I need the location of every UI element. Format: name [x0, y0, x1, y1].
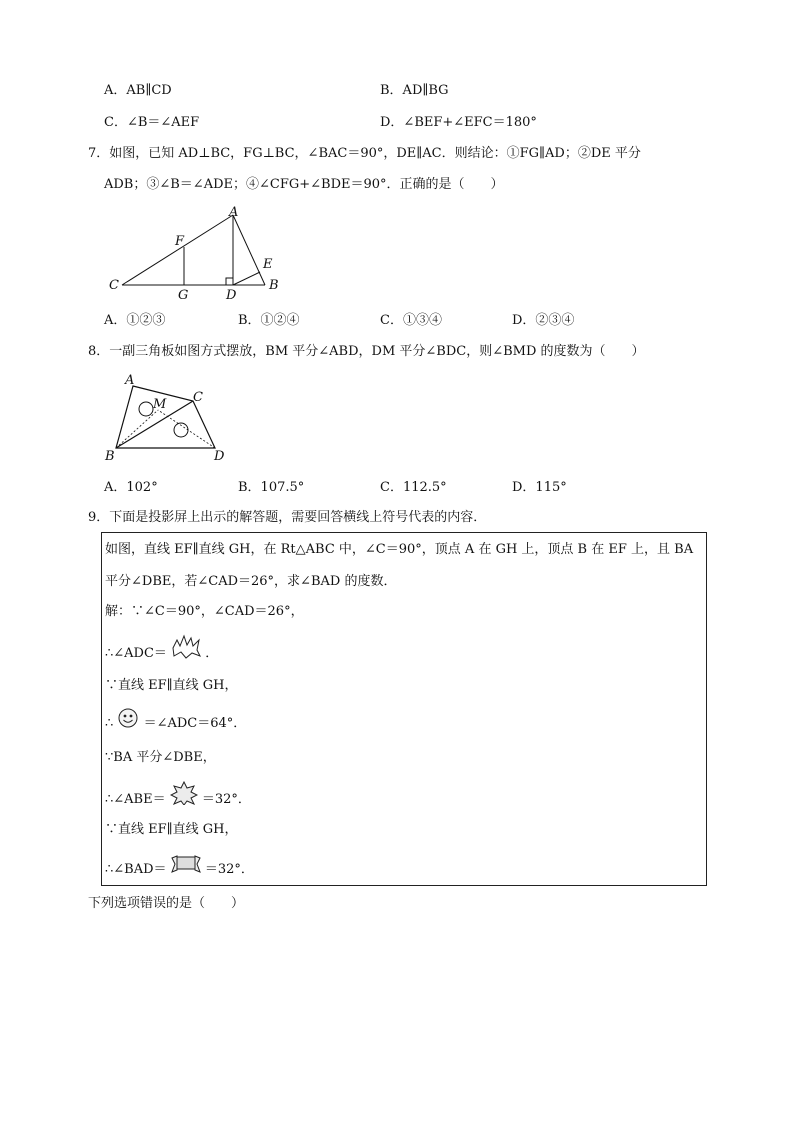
q7-label-d: D: [226, 288, 237, 303]
q9-line10-suffix: ＝32°．: [204, 862, 254, 877]
q9-stem: 9．下面是投影屏上出示的解答题，需要回答横线上符号代表的内容．: [88, 510, 487, 525]
q8-stem: 8．一副三角板如图方式摆放，BM 平分∠ABD，DM 平分∠BDC，则∠BMD 的度数为（ ）: [88, 344, 645, 359]
q8-label-b: B: [105, 449, 115, 464]
q9-line4-prefix: ∴∠ADC＝: [105, 646, 167, 661]
q9-line6-suffix: ＝∠ADC＝64°．: [143, 716, 247, 731]
q9-solution-box: [101, 532, 707, 886]
q7-stem-line2: ADB；③∠B＝∠ADE；④∠CFG+∠BDE＝90°．正确的是（ ）: [104, 177, 504, 192]
q9-footer: 下列选项错误的是（ ）: [88, 896, 245, 911]
q7-label-b: B: [269, 278, 279, 293]
q8-option-b: B．107.5°: [238, 480, 305, 495]
q9-box-line3: 解：∵∠C＝90°，∠CAD＝26°，: [105, 604, 304, 619]
q7-option-d: D．②③④: [512, 313, 575, 328]
q8-label-m: M: [153, 397, 167, 412]
q9-line4-suffix: ．: [205, 646, 219, 661]
q9-box-line4: [105, 646, 218, 662]
q9-line8-suffix: ＝32°．: [201, 792, 251, 807]
q9-box-line10: [105, 862, 254, 878]
q9-box-line1: 如图，直线 EF∥直线 GH，在 Rt△ABC 中，∠C＝90°，顶点 A 在 GH 上，顶点 B 在 EF 上，且 BA: [105, 542, 694, 557]
q8-label-c: C: [193, 390, 203, 405]
star-badge-icon: [170, 781, 198, 805]
q6-option-c: C．∠B＝∠AEF: [104, 115, 200, 130]
q7-label-f: F: [175, 234, 185, 249]
q7-option-a: A．①②③: [104, 313, 166, 328]
q8-option-a: A．102°: [104, 480, 158, 495]
q8-label-d: D: [214, 449, 225, 464]
smiley-face-icon: [117, 707, 139, 729]
q8-option-d: D．115°: [512, 480, 567, 495]
q6-option-d: D．∠BEF+∠EFC＝180°: [380, 115, 537, 130]
q9-box-line5: ∵直线 EF∥直线 GH，: [105, 678, 238, 693]
q9-line6-prefix: ∴: [105, 716, 114, 731]
q7-label-a: A: [229, 205, 239, 220]
q7-label-e: E: [263, 257, 273, 272]
q7-label-c: C: [109, 278, 119, 293]
q6-option-a: A．AB∥CD: [104, 83, 172, 98]
q9-line10-prefix: ∴∠BAD＝: [105, 862, 167, 877]
q7-figure: [100, 200, 300, 304]
q9-box-line8: [105, 792, 251, 808]
q7-option-c: C．①③④: [380, 313, 442, 328]
q8-figure: [100, 366, 240, 466]
ribbon-banner-icon: [171, 855, 201, 873]
q9-box-line2: 平分∠DBE，若∠CAD＝26°，求∠BAD 的度数．: [105, 574, 397, 589]
q8-option-c: C．112.5°: [380, 480, 447, 495]
starburst-icon: [171, 634, 201, 660]
q9-line8-prefix: ∴∠ABE＝: [105, 792, 166, 807]
q7-label-g: G: [178, 288, 189, 303]
q9-box-line9: ∵直线 EF∥直线 GH，: [105, 822, 238, 837]
q6-option-b: B．AD∥BG: [380, 83, 449, 98]
q7-stem-line1: 7．如图，已知 AD⊥BC，FG⊥BC，∠BAC＝90°，DE∥AC．则结论：①FG∥AD；②DE 平分: [88, 146, 641, 161]
q7-option-b: B．①②④: [238, 313, 300, 328]
q9-box-line6: [105, 716, 246, 732]
q8-label-a: A: [125, 373, 135, 388]
q9-box-line7: ∵BA 平分∠DBE，: [105, 750, 216, 765]
